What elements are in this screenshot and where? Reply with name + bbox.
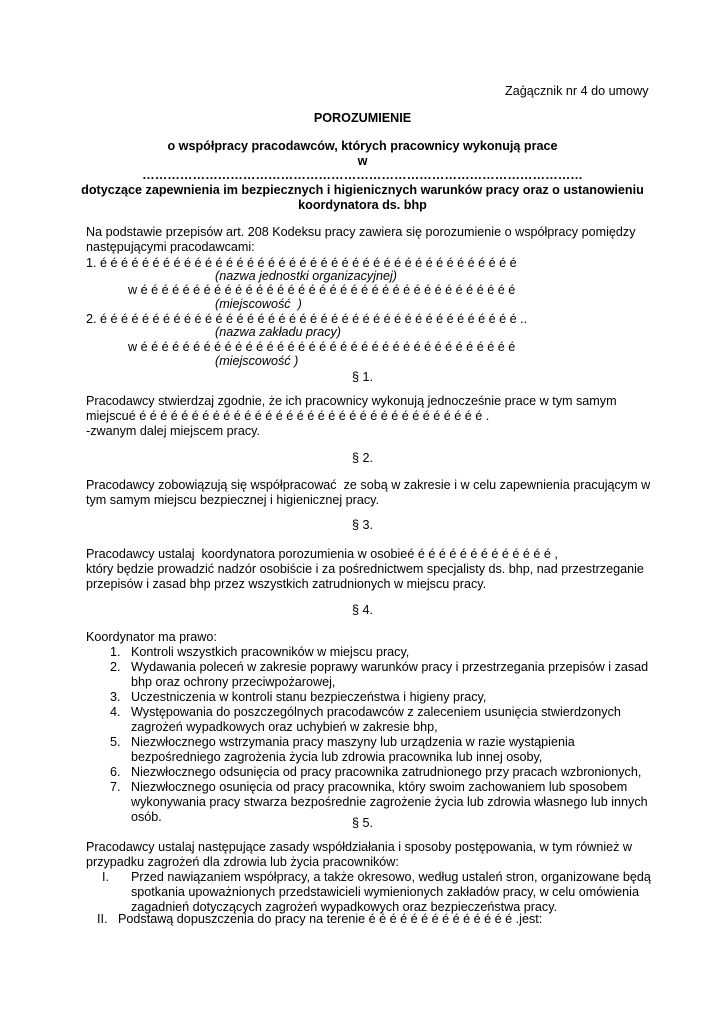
document-title: POROZUMIENIE: [313, 111, 412, 125]
list-item: Wydawania poleceń w zakresie poprawy warunków pracy i przestrzegania przepisów i zasad: [131, 660, 649, 674]
list-item-number: I.: [102, 870, 109, 884]
section-3-line-3: przepisów i zasad bhp przez wszystkich zatrudnionych w miejscu pracy.: [86, 577, 487, 591]
section-1-line-1: Pracodawcy stwierdzaj zgodnie, że ich pracownicy wykonują jednocześnie prace w tym samym: [86, 394, 617, 408]
intro-line-2: następującymi pracodawcami:: [86, 240, 255, 254]
section-3-line-1: Pracodawcy ustalaj koordynatora porozumienia w osobieé é é é é é é é é é é é é é ,: [86, 547, 558, 561]
section-2-line-1: Pracodawcy zobowiązują się współpracować ze sobą w zakresie i w celu zapewnienia pracującym w: [86, 478, 651, 492]
list-item-number: 5.: [110, 735, 121, 749]
list-item: Występowania do poszczególnych pracodawców z zaleceniem usunięcia stwierdzonych: [131, 705, 621, 719]
section-2-line-2: tym samym miejscu bezpiecznej i higienicznej pracy.: [86, 493, 380, 507]
list-item-number: 1.: [110, 645, 121, 659]
list-item-continuation: zagrożeń wypadkowych oraz uchybień w zakresie bhp,: [131, 720, 438, 734]
party-2-name-field: 2. é é é é é é é é é é é é é é é é é é é é é é é é é é é é é é é é é é é é é é é é ..: [86, 312, 528, 326]
list-item-number: 2.: [110, 660, 121, 674]
list-item: Niezwłocznego wstrzymania pracy maszyny lub urządzenia w razie wystąpienia: [131, 735, 575, 749]
party-1-place-label: (miejscowość ): [215, 297, 302, 311]
section-3-heading: § 3.: [351, 518, 373, 532]
list-item: Niezwłocznego odsunięcia od pracy pracownika zatrudnionego przy pracach wzbronionych,: [131, 765, 642, 779]
list-item: Przed nawiązaniem współpracy, a także okresowo, według ustaleń stron, organizowane będą: [131, 870, 651, 884]
section-5-heading: § 5.: [351, 816, 373, 830]
party-2-label: (nazwa zakładu pracy): [215, 325, 341, 339]
section-1-line-2: miejscué é é é é é é é é é é é é é é é é é é é é é é é é é é é é é é é é é .: [86, 409, 490, 423]
section-5-line-1: Pracodawcy ustalaj następujące zasady współdziałania i sposoby postępowania, w tym również w: [86, 840, 633, 854]
section-4-heading: § 4.: [351, 603, 373, 617]
list-item-continuation: bezpośredniego zagrożenia życia lub zdrowia pracownika lub innej osoby,: [131, 750, 543, 764]
list-item-number: 6.: [110, 765, 121, 779]
intro-line-1: Na podstawie przepisów art. 208 Kodeksu pracy zawiera się porozumienie o współpracy pomiędzy: [86, 225, 636, 239]
section-1-heading: § 1.: [351, 370, 373, 384]
list-item-continuation: spotkania upoważnionych przedstawicieli wymienionych zakładów pracy, w celu omówienia: [131, 885, 639, 899]
list-item: Niezwłocznego osunięcia od pracy pracownika, który swoim zachowaniem lub sposobem: [131, 780, 628, 794]
subtitle-line-3: dotyczące zapewnienia im bezpiecznych i higienicznych warunków pracy oraz o ustanowieniu: [81, 183, 644, 197]
list-item: Podstawą dopuszczenia do pracy na terenie é é é é é é é é é é é é é é .jest:: [118, 912, 543, 926]
party-1-location-field: w é é é é é é é é é é é é é é é é é é é é é é é é é é é é é é é é é é é é: [128, 283, 516, 297]
section-1-line-3: -zwanym dalej miejscem pracy.: [86, 424, 261, 438]
subtitle-line-2: w: [357, 154, 368, 168]
list-item-continuation: zagadnień dotyczących zagrożeń wypadkowych oraz bezpieczeństwa pracy.: [131, 900, 558, 914]
section-4-intro: Koordynator ma prawo:: [86, 630, 217, 644]
list-item-number: II.: [97, 912, 108, 926]
subtitle-dots: ……………………………………………………………………………………………: [142, 168, 583, 182]
section-3-line-2: który będzie prowadzić nadzór osobiście i za pośrednictwem specjalisty ds. bhp, nad przestrzeganie: [86, 562, 644, 576]
party-1-name-field: 1. é é é é é é é é é é é é é é é é é é é é é é é é é é é é é é é é é é é é é é é é: [86, 256, 517, 270]
party-2-location-field: w é é é é é é é é é é é é é é é é é é é é é é é é é é é é é é é é é é é é: [128, 340, 516, 354]
list-item-continuation: wykonywania pracy stwarza bezpośrednie zagrożenie życia lub zdrowia własnego lub innych: [131, 795, 648, 809]
subtitle-line-1: o współpracy pracodawców, których pracownicy wykonują prace: [167, 139, 558, 153]
list-item-continuation: bhp oraz ochrony przeciwpożarowej,: [131, 675, 336, 689]
list-item-number: 3.: [110, 690, 121, 704]
party-2-place-label: (miejscowość ): [215, 354, 299, 368]
section-5-line-2: przypadku zagrożeń dla zdrowia lub życia pracowników:: [86, 855, 399, 869]
section-2-heading: § 2.: [351, 451, 373, 465]
annex-label: Zaģącznik nr 4 do umowy: [505, 84, 649, 98]
list-item-continuation: osób.: [131, 810, 162, 824]
list-item: Uczestniczenia w kontroli stanu bezpieczeństwa i higieny pracy,: [131, 690, 487, 704]
list-item-number: 4.: [110, 705, 121, 719]
subtitle-line-4: koordynatora ds. bhp: [298, 198, 427, 212]
list-item-number: 7.: [110, 780, 121, 794]
party-1-label: (nazwa jednostki organizacyjnej): [215, 269, 398, 283]
list-item: Kontroli wszystkich pracowników w miejscu pracy,: [131, 645, 410, 659]
